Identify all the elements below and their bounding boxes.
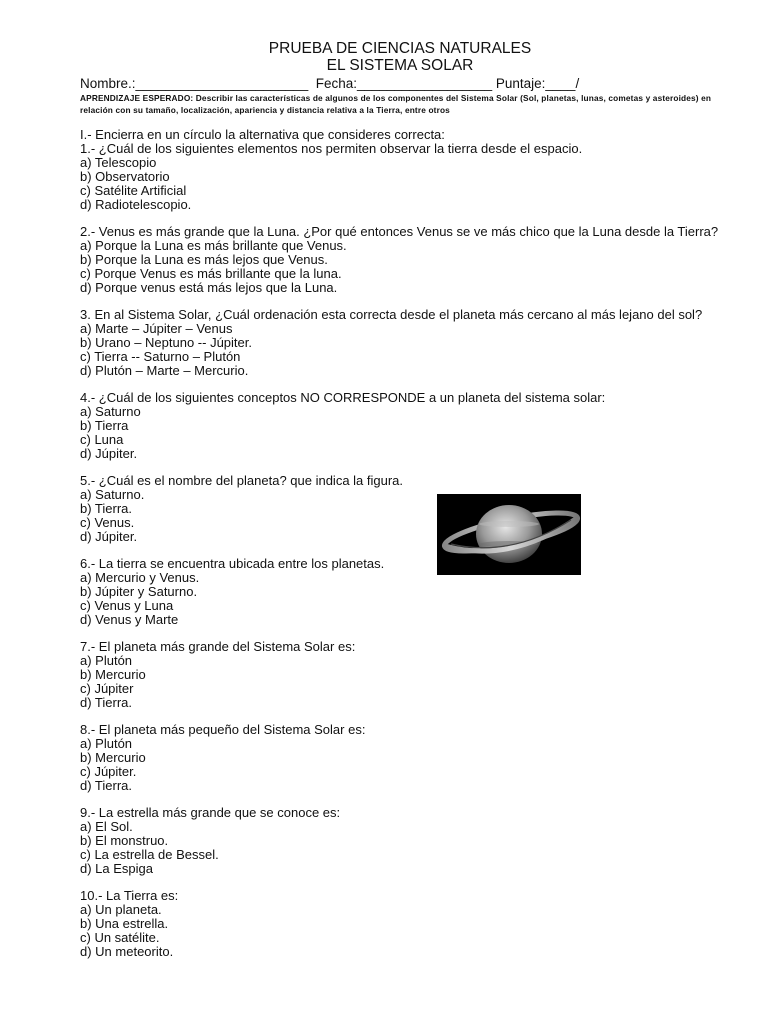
question-7	[80, 640, 720, 710]
answer-option[interactable]: d) Venus y Marte	[80, 612, 179, 627]
answer-option[interactable]: d) Plutón – Marte – Mercurio.	[80, 363, 249, 378]
answer-option[interactable]: d) Tierra.	[80, 778, 133, 793]
question-text: 9.- La estrella más grande que se conoce es:	[80, 805, 341, 820]
answer-option[interactable]: a) Saturno.	[80, 487, 145, 502]
answer-option[interactable]: b) Tierra	[80, 418, 129, 433]
question-4	[80, 391, 720, 461]
answer-option[interactable]: b) Mercurio	[80, 667, 146, 682]
question-text: 3. En al Sistema Solar, ¿Cuál ordenación esta correcta desde el planeta más cercano al más lejano del sol?	[80, 307, 703, 322]
answer-option[interactable]: a) Mercurio y Venus.	[80, 570, 200, 585]
question-6	[80, 557, 720, 627]
answer-option[interactable]: a) Un planeta.	[80, 902, 162, 917]
answer-option[interactable]: d) Radiotelescopio.	[80, 197, 192, 212]
answer-option[interactable]: c) Satélite Artificial	[80, 183, 187, 198]
saturn-image	[437, 494, 581, 575]
question-text: 2.- Venus es más grande que la Luna. ¿Por qué entonces Venus se ve más chico que la Luna desde la Tierra?	[80, 224, 719, 239]
answer-option[interactable]: a) Porque la Luna es más brillante que Venus.	[80, 238, 347, 253]
answer-option[interactable]: c) Un satélite.	[80, 930, 160, 945]
question-text: 1.- ¿Cuál de los siguientes elementos nos permiten observar la tierra desde el espacio.	[80, 141, 583, 156]
answer-option[interactable]: b) Urano – Neptuno -- Júpiter.	[80, 335, 252, 350]
answer-option[interactable]: a) Plutón	[80, 653, 133, 668]
answer-option[interactable]: a) Plutón	[80, 736, 133, 751]
question-3	[80, 308, 720, 378]
answer-option[interactable]: b) El monstruo.	[80, 833, 169, 848]
answer-option[interactable]: b) Tierra.	[80, 501, 133, 516]
question-8	[80, 723, 720, 793]
answer-option[interactable]: c) La estrella de Bessel.	[80, 847, 219, 862]
question-text: 8.- El planeta más pequeño del Sistema Solar es:	[80, 722, 366, 737]
answer-option[interactable]: c) Júpiter	[80, 681, 134, 696]
answer-option[interactable]: c) Luna	[80, 432, 124, 447]
answer-option[interactable]: a) Saturno	[80, 404, 141, 419]
answer-option[interactable]: a) Telescopio	[80, 155, 157, 170]
answer-option[interactable]: a) Marte – Júpiter – Venus	[80, 321, 233, 336]
question-text: 10.- La Tierra es:	[80, 888, 179, 903]
answer-option[interactable]: b) Júpiter y Saturno.	[80, 584, 198, 599]
answer-option[interactable]: b) Una estrella.	[80, 916, 169, 931]
answer-option[interactable]: d) Júpiter.	[80, 446, 138, 461]
question-text: 7.- El planeta más grande del Sistema Solar es:	[80, 639, 356, 654]
question-text: 4.- ¿Cuál de los siguientes conceptos NO CORRESPONDE a un planeta del sistema solar:	[80, 390, 606, 405]
answer-option[interactable]: d) La Espiga	[80, 861, 153, 876]
answer-option[interactable]: d) Porque venus está más lejos que la Luna.	[80, 280, 338, 295]
answer-option[interactable]: d) Tierra.	[80, 695, 133, 710]
question-list	[80, 142, 720, 959]
answer-option[interactable]: c) Venus.	[80, 515, 135, 530]
answer-option[interactable]: d) Un meteorito.	[80, 944, 174, 959]
answer-option[interactable]: b) Porque la Luna es más lejos que Venus.	[80, 252, 328, 267]
question-10	[80, 889, 720, 959]
question-5	[80, 474, 720, 544]
answer-option[interactable]: a) El Sol.	[80, 819, 133, 834]
learning-objective: APRENDIZAJE ESPERADO: Describir las características de algunos de los componentes del Sistema Solar (Sol, planetas, lunas, cometas y asteroides) en relación con su tamaño, localización, apariencia y distancia relativa a la Tierra, entre otros	[80, 93, 712, 115]
answer-option[interactable]: d) Júpiter.	[80, 529, 138, 544]
answer-option[interactable]: b) Observatorio	[80, 169, 170, 184]
answer-option[interactable]: c) Júpiter.	[80, 764, 137, 779]
page-subtitle: EL SISTEMA SOLAR	[326, 57, 474, 74]
answer-option[interactable]: b) Mercurio	[80, 750, 146, 765]
instructions: I.- Encierra en un círculo la alternativa que consideres correcta:	[80, 127, 445, 142]
answer-option[interactable]: c) Venus y Luna	[80, 598, 174, 613]
student-info-line: Nombre.:_______________________ Fecha:__________________ Puntaje:____/	[80, 76, 580, 91]
question-text: 6.- La tierra se encuentra ubicada entre los planetas.	[80, 556, 385, 571]
question-1	[80, 142, 720, 212]
question-2	[80, 225, 720, 295]
page-title: PRUEBA DE CIENCIAS NATURALES	[268, 40, 532, 57]
question-9	[80, 806, 720, 876]
test-page	[80, 40, 720, 959]
answer-option[interactable]: c) Porque Venus es más brillante que la luna.	[80, 266, 342, 281]
question-text: 5.- ¿Cuál es el nombre del planeta? que indica la figura.	[80, 473, 404, 488]
answer-option[interactable]: c) Tierra -- Saturno – Plutón	[80, 349, 241, 364]
